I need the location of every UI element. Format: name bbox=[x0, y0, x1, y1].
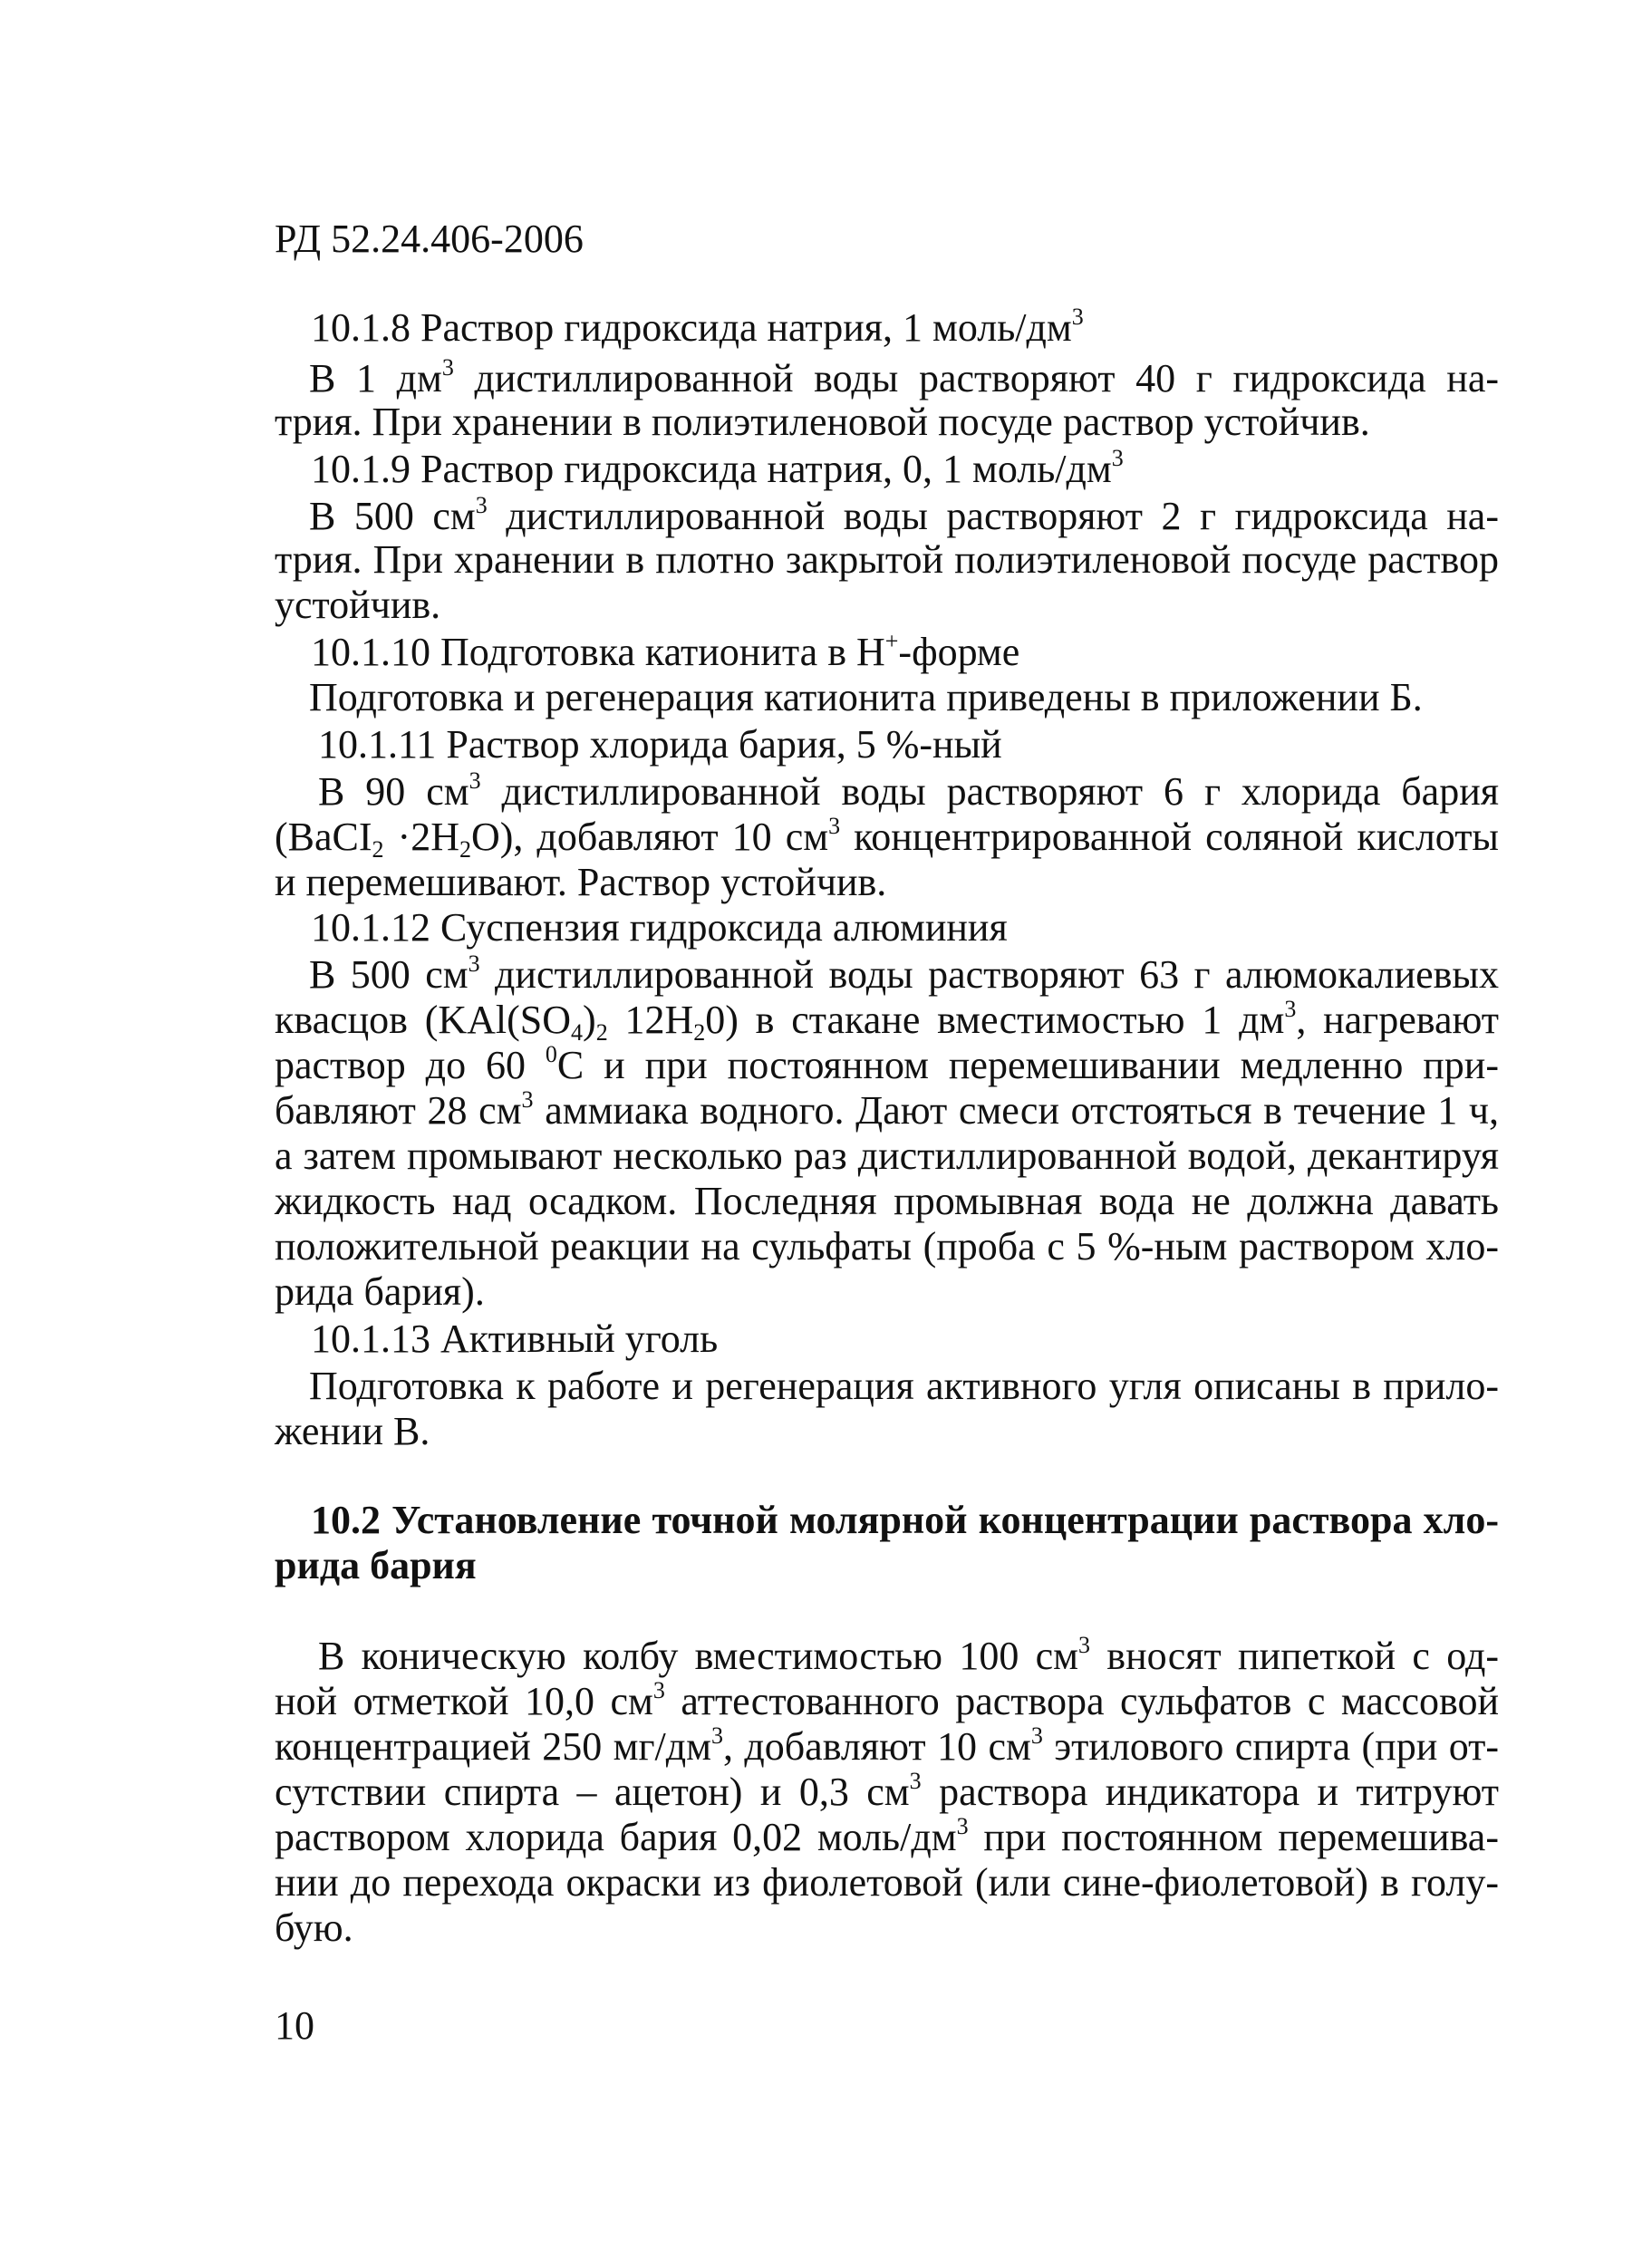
section-10-2-heading: рида бария bbox=[275, 1543, 477, 1587]
section-10-1-12-line: квасцов ($KAl(SO_4)_2$ $12H_20$) в стакане вместимостью 1 $дм^3$, нагревают bbox=[275, 996, 1499, 1046]
section-10-1-11-line: (BaCI$_2$ $\cdot 2H_2O$), добавляют 10 $см^3$ концентрированной соляной кислоты bbox=[275, 813, 1499, 863]
section-10-2-line: концентрацией 250 $мг/дм^3$, добавляют 10 $см^3$ этилового спирта (при от- bbox=[275, 1722, 1499, 1769]
document-header: РД 52.24.406-2006 bbox=[275, 217, 584, 261]
section-10-1-10-title: 10.1.10 Подготовка катионита в Н+-форме bbox=[311, 628, 1020, 674]
section-10-2-line: сутствии спирта – ацетон) и 0,3 $см^3$ раствора индикатора и титруют bbox=[275, 1768, 1499, 1814]
section-10-1-9-title: 10.1.9 Раствор гидроксида натрия, 0, 1 моль/$дм^3$ bbox=[311, 445, 1124, 491]
section-10-1-8-line: трия. При хранении в полиэтиленовой посуде раствор устойчив. bbox=[275, 400, 1370, 444]
section-10-1-13-title: 10.1.13 Активный уголь bbox=[311, 1317, 719, 1361]
section-10-1-13-line: жении В. bbox=[275, 1409, 430, 1453]
section-10-1-11-line: и перемешивают. Раствор устойчив. bbox=[275, 860, 887, 904]
section-10-1-11-line: В 90 $см^3$ дистиллированной воды растворяют 6 г хлорида бария bbox=[318, 767, 1499, 814]
section-10-1-12-line: положительной реакции на сульфаты (проба с 5 %-ным раствором хло- bbox=[275, 1224, 1499, 1269]
section-10-1-11-title: 10.1.11 Раствор хлорида бария, 5 %-ный bbox=[318, 722, 1002, 767]
section-10-1-12-line: В 500 $см^3$ дистиллированной воды растворяют 63 г алюмокалиевых bbox=[309, 950, 1499, 997]
section-10-2-heading: 10.2 Установление точной молярной концентрации раствора хло- bbox=[311, 1498, 1499, 1542]
section-10-1-12-line: жидкость над осадком. Последняя промывная вода не должна давать bbox=[275, 1179, 1499, 1223]
section-10-1-12-line: бавляют 28 $см^3$ аммиака водного. Дают смеси отстояться в течение 1 ч, bbox=[275, 1086, 1500, 1133]
section-10-1-12-title: 10.1.12 Суспензия гидроксида алюминия bbox=[311, 905, 1008, 950]
section-10-1-8-line: В 1 $дм^3$ дистиллированной воды растворяют 40 г гидроксида на- bbox=[309, 354, 1500, 400]
page-number: 10 bbox=[275, 2003, 314, 2048]
section-10-1-10-line: Подготовка и регенерация катионита приведены в приложении Б. bbox=[309, 675, 1423, 719]
section-10-1-8-title: 10.1.8 Раствор гидроксида натрия, 1 моль/$дм^3$ bbox=[311, 304, 1084, 350]
section-10-1-12-line: раствор до 60 $^0$С и при постоянном перемешивании медленно при- bbox=[275, 1041, 1499, 1087]
section-10-2-line: бую. bbox=[275, 1905, 353, 1950]
section-10-2-line: В коническую колбу вместимостью 100 $см^3$ вносят пипеткой с од- bbox=[318, 1632, 1499, 1678]
section-10-2-line: ной отметкой 10,0 $см^3$ аттестованного раствора сульфатов с массовой bbox=[275, 1677, 1499, 1723]
section-10-1-13-line: Подготовка к работе и регенерация активного угля описаны в прило- bbox=[309, 1364, 1499, 1408]
section-10-2-line: нии до перехода окраски из фиолетовой (или сине-фиолетовой) в голу- bbox=[275, 1860, 1499, 1905]
section-10-1-9-line: устойчив. bbox=[275, 583, 441, 627]
section-10-1-9-line: В 500 $см^3$ дистиллированной воды растворяют 2 г гидроксида на- bbox=[309, 492, 1499, 538]
section-10-1-12-line: рида бария). bbox=[275, 1269, 485, 1314]
section-10-1-9-line: трия. При хранении в плотно закрытой полиэтиленовой посуде раствор bbox=[275, 537, 1499, 582]
section-10-2-line: раствором хлорида бария 0,02 моль/$дм^3$ при постоянном перемешива- bbox=[275, 1813, 1499, 1859]
section-10-1-12-line: а затем промывают несколько раз дистиллированной водой, декантируя bbox=[275, 1134, 1499, 1178]
